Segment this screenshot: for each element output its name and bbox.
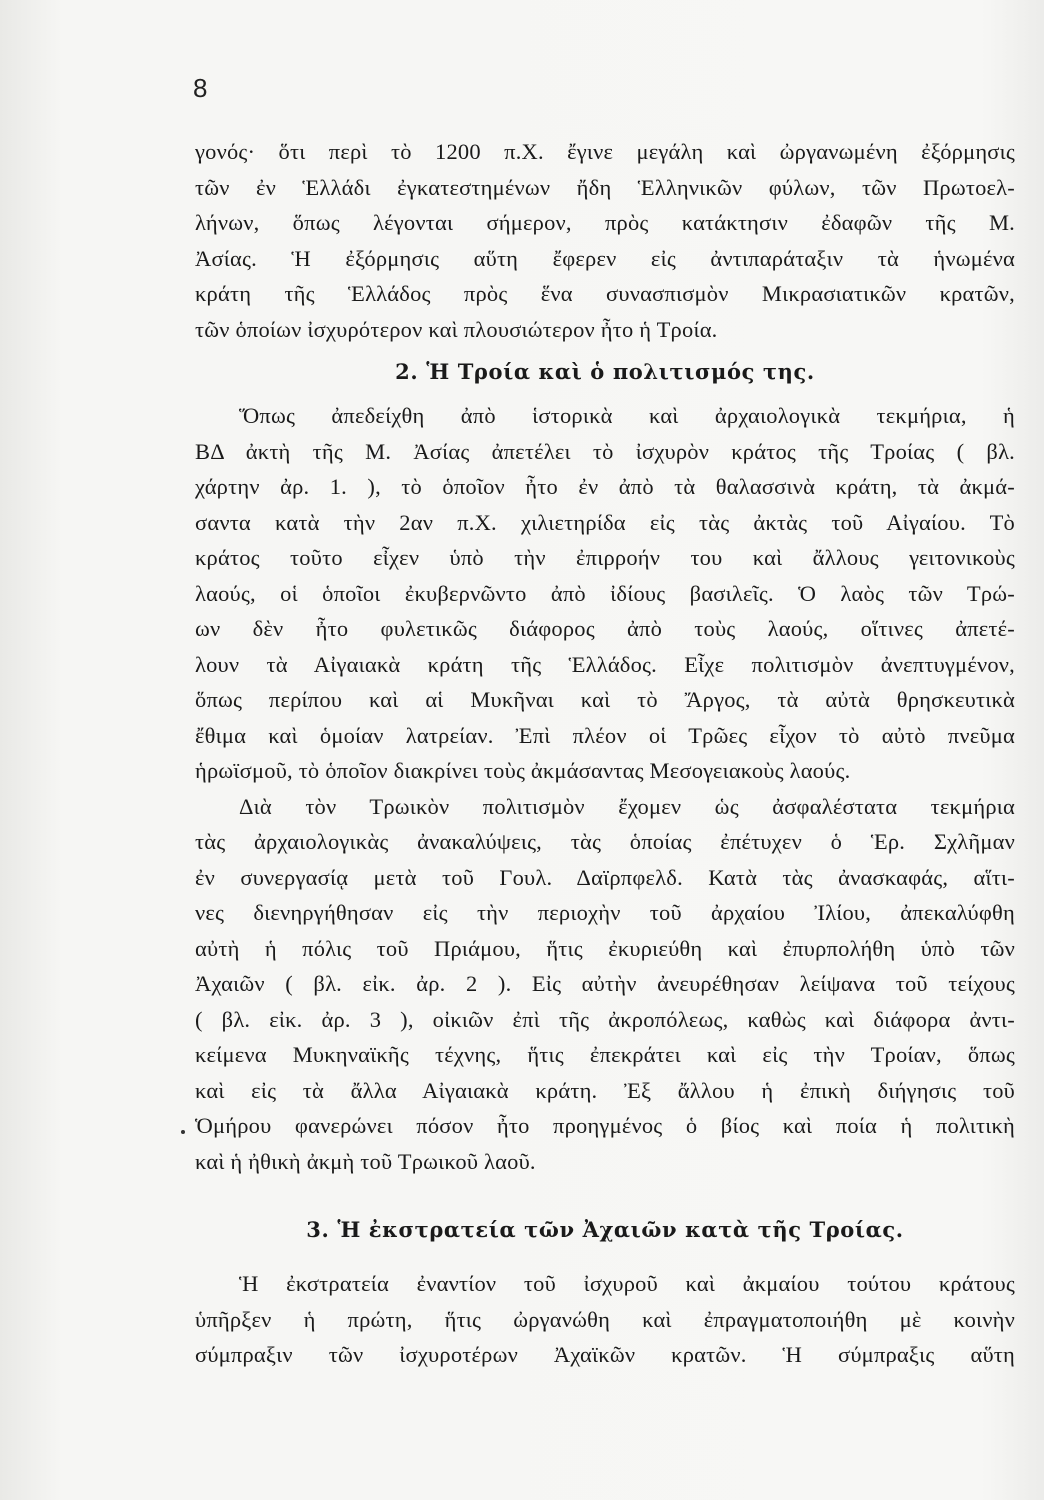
text-line: σύμπραξιν τῶν ἰσχυροτέρων Ἀχαϊκῶν κρατῶν. Ἡ σύμπραξις αὕτη [195, 1342, 1015, 1367]
text-line: ων δὲν ἦτο φυλετικῶς διάφορος ἀπὸ τοὺς λαούς, οἵτινες ἀπετέ- [195, 616, 1015, 641]
page-number: 8 [193, 73, 208, 103]
text-line: κράτη τῆς Ἑλλάδος πρὸς ἕνα συνασπισμὸν Μικρασιατικῶν κρατῶν, [195, 281, 1015, 306]
paragraph-2 [195, 398, 1015, 789]
paragraph-4 [195, 1266, 1015, 1373]
section-heading-2: 2. Ἡ Τροία καὶ ὁ πολιτισμός της. [395, 359, 815, 384]
paragraph-1 [195, 134, 1015, 347]
text-line: τῶν ἐν Ἑλλάδι ἐγκατεστημένων ἤδη Ἑλληνικῶν φύλων, τῶν Πρωτοελ- [195, 174, 1015, 200]
text-line: ὑπῆρξεν ἡ πρώτη, ἥτις ὠργανώθη καὶ ἐπραγματοποιήθη μὲ κοινὴν [195, 1306, 1015, 1332]
text-line: κράτος τοῦτο εἶχεν ὑπὸ τὴν ἐπιρροήν του καὶ ἄλλους γειτονικοὺς [195, 545, 1015, 570]
text-line: σαντα κατὰ τὴν 2αν π.Χ. χιλιετηρίδα εἰς τὰς ἀκτὰς τοῦ Αἰγαίου. Τὸ [195, 509, 1015, 535]
text-line: καὶ εἰς τὰ ἄλλα Αἰγαιακὰ κράτη. Ἐξ ἄλλου ἡ ἐπικὴ διήγησις τοῦ [195, 1077, 1015, 1103]
text-line: Ὁμήρου φανερώνει πόσον ἦτο προηγμένος ὁ βίος καὶ ποία ἡ πολιτικὴ [195, 1113, 1015, 1138]
text-line: ἡρωϊσμοῦ, τὸ ὁποῖον διακρίνει τοὺς ἀκμάσαντας Μεσογειακοὺς λαούς. [195, 758, 851, 783]
text-line: Ἡ ἐκστρατεία ἐναντίον τοῦ ἰσχυροῦ καὶ ἀκμαίου τούτου κράτους [239, 1271, 1015, 1296]
text-line: λήνων, ὅπως λέγονται σήμερον, πρὸς κατάκτησιν ἐδαφῶν τῆς Μ. [195, 210, 1015, 235]
text-line: Ἀσίας. Ἡ ἐξόρμησις αὕτη ἔφερεν εἰς ἀντιπαράταξιν τὰ ἡνωμένα [195, 245, 1015, 271]
text-line: χάρτην ἀρ. 1. ), τὸ ὁποῖον ἦτο ἐν ἀπὸ τὰ θαλασσινὰ κράτη, τὰ ἀκμά- [195, 474, 1015, 499]
text-line: αὐτὴ ἡ πόλις τοῦ Πριάμου, ἥτις ἐκυριεύθη καὶ ἐπυρπολήθη ὑπὸ τῶν [195, 935, 1015, 961]
text-line: καὶ ἡ ἠθικὴ ἀκμὴ τοῦ Τρωικοῦ λαοῦ. [195, 1148, 536, 1174]
text-line: λουν τὰ Αἰγαιακὰ κράτη τῆς Ἑλλάδος. Εἶχε πολιτισμὸν ἀνεπτυγμένον, [195, 651, 1015, 677]
text-line: ( βλ. εἰκ. ἀρ. 3 ), οἰκιῶν ἐπὶ τῆς ἀκροπόλεως, καθὼς καὶ διάφορα ἀντι- [195, 1006, 1015, 1032]
text-line: ἐν συνεργασίᾳ μετὰ τοῦ Γουλ. Δαϊρπφελδ. Κατὰ τὰς ἀνασκαφάς, αἵτι- [195, 864, 1015, 890]
text-line: λαούς, οἱ ὁποῖοι ἐκυβερνῶντο ἀπὸ ἰδίους βασιλεῖς. Ὁ λαὸς τῶν Τρώ- [195, 580, 1015, 606]
paragraph-3 [195, 789, 1015, 1180]
text-line: ΒΔ ἀκτὴ τῆς Μ. Ἀσίας ἀπετέλει τὸ ἰσχυρὸν κράτος τῆς Τροίας ( βλ. [195, 438, 1015, 464]
text-line: τὰς ἀρχαιολογικὰς ἀνακαλύψεις, τὰς ὁποίας ἐπέτυχεν ὁ Ἑρ. Σχλῆμαν [195, 829, 1015, 854]
body-text [195, 134, 1015, 1373]
margin-mark [181, 1130, 185, 1134]
text-line: ὅπως περίπου καὶ αἱ Μυκῆναι καὶ τὸ Ἄργος, τὰ αὐτὰ θρησκευτικὰ [195, 687, 1015, 712]
text-line: Ὅπως ἀπεδείχθη ἀπὸ ἱστορικὰ καὶ ἀρχαιολογικὰ τεκμήρια, ἡ [239, 403, 1015, 428]
text-line: ἔθιμα καὶ ὁμοίαν λατρείαν. Ἐπὶ πλέον οἱ Τρῶες εἶχον τὸ αὐτὸ πνεῦμα [195, 722, 1015, 748]
text-line: κείμενα Μυκηναϊκῆς τέχνης, ἥτις ἐπεκράτει καὶ εἰς τὴν Τροίαν, ὅπως [195, 1042, 1015, 1067]
text-line: Ἀχαιῶν ( βλ. εἰκ. ἀρ. 2 ). Εἰς αὐτὴν ἀνευρέθησαν λείψανα τοῦ τείχους [195, 971, 1015, 996]
text-line: Διὰ τὸν Τρωικὸν πολιτισμὸν ἔχομεν ὡς ἀσφαλέστατα τεκμήρια [239, 793, 1015, 819]
section-heading-3: 3. Ἡ ἐκστρατεία τῶν Ἀχαιῶν κατὰ τῆς Τροίας. [306, 1217, 904, 1242]
text-line: γονός· ὅτι περὶ τὸ 1200 π.Χ. ἔγινε μεγάλη καὶ ὠργανωμένη ἐξόρμησις [195, 139, 1015, 164]
text-line: νες διενηργήθησαν εἰς τὴν περιοχὴν τοῦ ἀρχαίου Ἰλίου, ἀπεκαλύφθη [195, 900, 1015, 925]
text-line: τῶν ὁποίων ἰσχυρότερον καὶ πλουσιώτερον ἦτο ἡ Τροία. [195, 316, 718, 342]
